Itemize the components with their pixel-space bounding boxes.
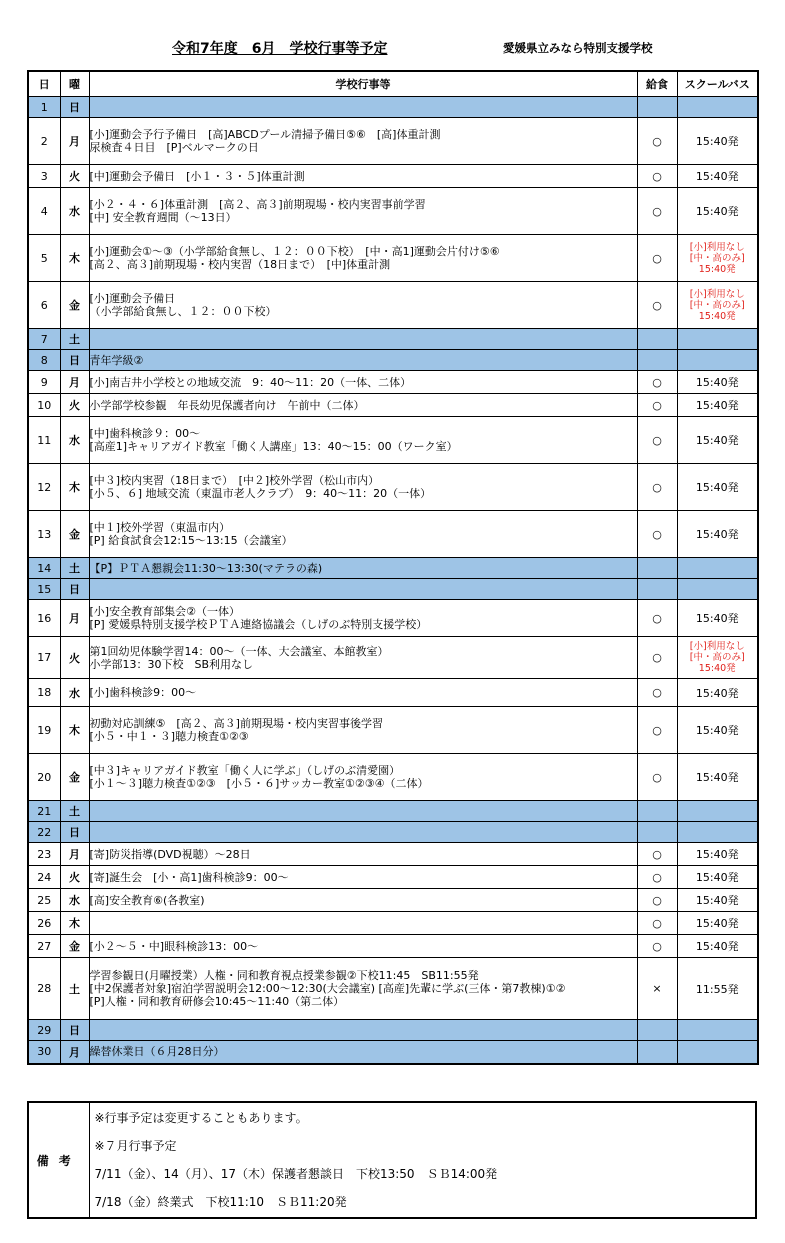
- events-cell: [89, 679, 637, 707]
- day-cell: 29: [28, 1020, 60, 1041]
- bus-time: 15:40発: [695, 481, 739, 494]
- day-cell: 18: [28, 679, 60, 707]
- bus-cell: [677, 1041, 758, 1064]
- bus-time: 15:40発: [695, 135, 739, 148]
- weekday-cell: 火: [60, 866, 89, 889]
- bus-cell: [677, 165, 758, 188]
- day-cell: 17: [28, 637, 60, 679]
- weekday-cell: 水: [60, 417, 89, 464]
- bus-time: 15:40発: [695, 205, 739, 218]
- event-line: [高産1]キャリアガイド教室「働く人講座」13：40～15：00（ワーク室）: [89, 440, 458, 453]
- page-title: 令和7年度 6月 学校行事等予定: [172, 41, 388, 57]
- table-row: [28, 394, 758, 417]
- note-line: ※行事予定は変更することもあります。: [94, 1111, 308, 1125]
- events-cell: [89, 637, 637, 679]
- weekday-cell: 金: [60, 282, 89, 329]
- bus-cell: [677, 188, 758, 235]
- lunch-cell: [637, 97, 677, 118]
- day-cell: 30: [28, 1041, 60, 1064]
- bus-time: 15:40発: [695, 894, 739, 907]
- bus-cell: [677, 822, 758, 843]
- event-line: 初動対応訓練⑤ [高２、高３]前期現場・校内実習事後学習: [89, 717, 383, 730]
- bus-cell: [677, 417, 758, 464]
- events-cell: [89, 935, 637, 958]
- lunch-cell: ○: [637, 889, 677, 912]
- table-row: [28, 464, 758, 511]
- weekday-cell: 火: [60, 637, 89, 679]
- table-row: [28, 118, 758, 165]
- header-day: 日: [28, 71, 60, 97]
- day-cell: 5: [28, 235, 60, 282]
- bus-cell: [677, 235, 758, 282]
- note-line: ※７月行事予定: [94, 1139, 177, 1153]
- bus-note-line: [小]利用なし: [689, 241, 745, 253]
- events-cell: [89, 889, 637, 912]
- weekday-cell: 水: [60, 679, 89, 707]
- weekday-cell: 火: [60, 165, 89, 188]
- event-line: 【P】ＰＴＡ懇親会11:30～13:30(マテラの森): [89, 561, 323, 575]
- event-line: [中１]校外学習（東温市内）: [89, 521, 231, 534]
- table-row: [28, 235, 758, 282]
- bus-cell: [677, 707, 758, 754]
- table-row: [28, 600, 758, 637]
- events-cell: [89, 417, 637, 464]
- event-line: （小学部給食無し、１２：００下校）: [89, 305, 277, 318]
- lunch-cell: [637, 1020, 677, 1041]
- events-cell: [89, 371, 637, 394]
- table-row: [28, 754, 758, 801]
- day-cell: 23: [28, 843, 60, 866]
- weekday-cell: 土: [60, 801, 89, 822]
- table-row: [28, 801, 758, 822]
- table-row: [28, 371, 758, 394]
- events-cell: [89, 600, 637, 637]
- bus-cell: [677, 558, 758, 579]
- table-row: [28, 866, 758, 889]
- lunch-cell: ○: [637, 935, 677, 958]
- note-line: 7/11（金）、14（月）、17（木）保護者懇談日 下校13:50 ＳＢ14:00発: [94, 1167, 498, 1181]
- event-line: [P] 給食試食会12:15～13:15（会議室）: [89, 534, 293, 547]
- bus-cell: [677, 600, 758, 637]
- event-line: 学習参観日(月曜授業）人権・同和教育視点授業参観②下校11:45 SB11:55発: [89, 969, 479, 982]
- event-line: 小学部13：30下校 SB利用なし: [89, 657, 254, 671]
- bus-time: 15:40発: [695, 724, 739, 737]
- day-cell: 13: [28, 511, 60, 558]
- schedule-body: [28, 97, 758, 1064]
- events-cell: [89, 801, 637, 822]
- day-cell: 8: [28, 350, 60, 371]
- lunch-cell: ×: [637, 958, 677, 1020]
- event-line: [中３]校内実習（18日まで） [中２]校外学習（松山市内）: [89, 474, 380, 487]
- event-line: [中2保護者対象]宿泊学習説明会12:00～12:30(大会議室) [高産]先輩に学ぶ(三体・第7教棟)①②: [89, 982, 566, 995]
- event-line: 青年学級②: [89, 353, 144, 367]
- bus-time: 15:40発: [695, 434, 739, 447]
- day-cell: 1: [28, 97, 60, 118]
- lunch-cell: ○: [637, 371, 677, 394]
- event-line: [P]人権・同和教育研修会10:45～11:40（第二体）: [89, 995, 345, 1008]
- lunch-cell: ○: [637, 912, 677, 935]
- bus-time: 15:40発: [695, 940, 739, 953]
- lunch-cell: ○: [637, 235, 677, 282]
- day-cell: 27: [28, 935, 60, 958]
- event-line: 小学部学校参観 年長幼児保護者向け 午前中（二体）: [89, 398, 365, 412]
- event-line: [中]歯科検診９：00～: [89, 427, 201, 440]
- events-cell: [89, 165, 637, 188]
- table-row: [28, 1020, 758, 1041]
- event-line: [小]安全教育部集会②（一体）: [89, 605, 240, 618]
- header-weekday: 曜: [60, 71, 89, 97]
- event-line: [高]安全教育⑥(各教室): [89, 893, 205, 907]
- weekday-cell: 月: [60, 118, 89, 165]
- table-row: [28, 350, 758, 371]
- events-cell: [89, 464, 637, 511]
- event-line: 繰替休業日（６月28日分）: [89, 1045, 225, 1059]
- table-row: [28, 511, 758, 558]
- bus-time: 15:40発: [695, 686, 739, 700]
- bus-note-line: [中・高のみ]: [689, 252, 745, 264]
- table-row: [28, 707, 758, 754]
- event-line: [P] 愛媛県特別支援学校ＰＴＡ連絡協議会（しげのぶ特別支援学校）: [89, 618, 428, 631]
- events-cell: [89, 282, 637, 329]
- day-cell: 20: [28, 754, 60, 801]
- header-lunch: 給食: [637, 71, 677, 97]
- bus-note-line: [小]利用なし: [689, 288, 745, 300]
- weekday-cell: 金: [60, 511, 89, 558]
- bus-note-line: 15:40発: [698, 663, 736, 674]
- table-row: [28, 843, 758, 866]
- header-school-bus: スクールバス: [677, 71, 758, 97]
- bus-cell: [677, 912, 758, 935]
- table-row: [28, 282, 758, 329]
- bus-time: 15:40発: [695, 771, 739, 784]
- events-cell: [89, 235, 637, 282]
- event-line: [小２～５・中]眼科検診13：00～: [89, 939, 259, 953]
- weekday-cell: 土: [60, 329, 89, 350]
- events-cell: [89, 1020, 637, 1041]
- events-cell: [89, 958, 637, 1020]
- events-cell: [89, 511, 637, 558]
- weekday-cell: 月: [60, 843, 89, 866]
- lunch-cell: ○: [637, 511, 677, 558]
- day-cell: 25: [28, 889, 60, 912]
- events-cell: [89, 118, 637, 165]
- weekday-cell: 火: [60, 394, 89, 417]
- event-line: 第1回幼児体験学習14：00～（一体、大会議室、本館教室）: [89, 644, 389, 658]
- table-row: [28, 97, 758, 118]
- lunch-cell: [637, 822, 677, 843]
- weekday-cell: 月: [60, 1041, 89, 1064]
- header-events: 学校行事等: [89, 71, 637, 97]
- bus-cell: [677, 97, 758, 118]
- day-cell: 4: [28, 188, 60, 235]
- bus-cell: [677, 579, 758, 600]
- bus-time: 15:40発: [695, 170, 739, 183]
- events-cell: [89, 329, 637, 350]
- bus-cell: [677, 958, 758, 1020]
- bus-cell: [677, 889, 758, 912]
- event-line: [小]南吉井小学校との地域交流 9：40～11：20（一体、二体）: [89, 375, 412, 389]
- weekday-cell: 木: [60, 235, 89, 282]
- weekday-cell: 木: [60, 464, 89, 511]
- day-cell: 28: [28, 958, 60, 1020]
- day-cell: 26: [28, 912, 60, 935]
- events-cell: [89, 843, 637, 866]
- event-line: [中] 安全教育週間（～13日）: [89, 211, 237, 224]
- events-cell: [89, 558, 637, 579]
- table-row: [28, 165, 758, 188]
- event-line: [小]運動会予行予備日 [高]ABCDプール清掃予備日⑤⑥ [高]体重計測: [89, 128, 441, 141]
- event-line: 尿検査４日目 [P]ベルマークの日: [89, 141, 259, 154]
- day-cell: 19: [28, 707, 60, 754]
- events-cell: [89, 188, 637, 235]
- notes-table: [27, 1101, 757, 1219]
- bus-cell: [677, 679, 758, 707]
- weekday-cell: 水: [60, 188, 89, 235]
- weekday-cell: 土: [60, 558, 89, 579]
- bus-cell: [677, 118, 758, 165]
- bus-cell: [677, 394, 758, 417]
- school-name: 愛媛県立みなら特別支援学校: [503, 41, 653, 55]
- bus-cell: [677, 801, 758, 822]
- lunch-cell: ○: [637, 754, 677, 801]
- weekday-cell: 月: [60, 600, 89, 637]
- weekday-cell: 金: [60, 935, 89, 958]
- bus-cell: [677, 754, 758, 801]
- day-cell: 9: [28, 371, 60, 394]
- event-line: [中]運動会予備日 [小１・３・５]体重計測: [89, 169, 305, 183]
- lunch-cell: ○: [637, 394, 677, 417]
- lunch-cell: ○: [637, 417, 677, 464]
- table-row: [28, 188, 758, 235]
- bus-note-line: [中・高のみ]: [689, 652, 745, 663]
- lunch-cell: [637, 558, 677, 579]
- lunch-cell: ○: [637, 600, 677, 637]
- events-cell: [89, 394, 637, 417]
- event-line: [高２、高３]前期現場・校内実習（18日まで） [中]体重計測: [89, 258, 391, 271]
- event-line: [寄]誕生会 [小・高1]歯科検診9：00～: [89, 870, 289, 884]
- table-row: [28, 417, 758, 464]
- lunch-cell: ○: [637, 843, 677, 866]
- weekday-cell: 日: [60, 822, 89, 843]
- day-cell: 3: [28, 165, 60, 188]
- weekday-cell: 木: [60, 707, 89, 754]
- table-row: [28, 935, 758, 958]
- lunch-cell: [637, 1041, 677, 1064]
- event-line: [小]運動会①～③（小学部給食無し、１２：００下校） [中・高1]運動会片付け⑤⑥: [89, 245, 500, 258]
- day-cell: 22: [28, 822, 60, 843]
- lunch-cell: ○: [637, 866, 677, 889]
- note-line: 7/18（金）終業式 下校11:10 ＳＢ11:20発: [94, 1195, 347, 1209]
- weekday-cell: 金: [60, 754, 89, 801]
- events-cell: [89, 97, 637, 118]
- page-header: [0, 38, 785, 60]
- lunch-cell: [637, 579, 677, 600]
- bus-cell: [677, 511, 758, 558]
- lunch-cell: ○: [637, 188, 677, 235]
- bus-note-line: 15:40発: [698, 310, 736, 322]
- weekday-cell: 日: [60, 97, 89, 118]
- bus-cell: [677, 843, 758, 866]
- table-row: [28, 329, 758, 350]
- events-cell: [89, 579, 637, 600]
- event-line: [寄]防災指導(DVD視聴）～28日: [89, 847, 251, 861]
- events-cell: [89, 866, 637, 889]
- day-cell: 16: [28, 600, 60, 637]
- table-row: [28, 822, 758, 843]
- table-row: [28, 1041, 758, 1064]
- day-cell: 6: [28, 282, 60, 329]
- table-row: [28, 637, 758, 679]
- bus-time: 15:40発: [695, 848, 739, 861]
- lunch-cell: ○: [637, 165, 677, 188]
- bus-cell: [677, 1020, 758, 1041]
- day-cell: 24: [28, 866, 60, 889]
- event-line: [小２・４・６]体重計測 [高２、高３]前期現場・校内実習事前学習: [89, 198, 426, 211]
- lunch-cell: [637, 329, 677, 350]
- bus-time: 15:40発: [695, 528, 739, 541]
- events-cell: [89, 912, 637, 935]
- lunch-cell: ○: [637, 464, 677, 511]
- event-line: [中３]キャリアガイド教室「働く人に学ぶ」（しげのぶ清愛園）: [89, 764, 401, 777]
- event-line: [小５・中１・３]聴力検査①②③: [89, 730, 249, 743]
- table-row: [28, 958, 758, 1020]
- bus-time: 15:40発: [695, 871, 739, 884]
- bus-time: 15:40発: [695, 399, 739, 412]
- bus-cell: [677, 637, 758, 679]
- weekday-cell: 水: [60, 889, 89, 912]
- events-cell: [89, 822, 637, 843]
- events-cell: [89, 1041, 637, 1064]
- table-row: [28, 912, 758, 935]
- day-cell: 15: [28, 579, 60, 600]
- lunch-cell: [637, 801, 677, 822]
- table-header-row: [28, 71, 758, 97]
- bus-note-line: [中・高のみ]: [689, 299, 745, 311]
- weekday-cell: 土: [60, 958, 89, 1020]
- bus-cell: [677, 350, 758, 371]
- bus-cell: [677, 329, 758, 350]
- day-cell: 12: [28, 464, 60, 511]
- weekday-cell: 日: [60, 579, 89, 600]
- lunch-cell: ○: [637, 282, 677, 329]
- event-line: [小]歯科検診9：00～: [89, 686, 197, 699]
- event-line: [小]運動会予備日: [89, 292, 176, 305]
- events-cell: [89, 350, 637, 371]
- events-cell: [89, 754, 637, 801]
- bus-cell: [677, 866, 758, 889]
- day-cell: 21: [28, 801, 60, 822]
- lunch-cell: ○: [637, 707, 677, 754]
- events-cell: [89, 707, 637, 754]
- weekday-cell: 日: [60, 350, 89, 371]
- event-line: [小５、６] 地域交流（東温市老人クラブ） 9：40～11：20（一体）: [89, 487, 432, 500]
- bus-cell: [677, 464, 758, 511]
- bus-time: 15:40発: [695, 376, 739, 389]
- notes-label: 備考: [28, 1102, 89, 1218]
- bus-cell: [677, 282, 758, 329]
- bus-note-line: [小]利用なし: [689, 641, 745, 652]
- schedule-table: [27, 70, 759, 1065]
- bus-cell: [677, 935, 758, 958]
- bus-cell: [677, 371, 758, 394]
- lunch-cell: ○: [637, 637, 677, 679]
- bus-time: 11:55発: [695, 982, 739, 996]
- event-line: [小１～３]聴力検査①②③ [小５・６]サッカー教室①②③④（二体）: [89, 777, 429, 790]
- weekday-cell: 月: [60, 371, 89, 394]
- bus-note-line: 15:40発: [698, 263, 736, 275]
- table-row: [28, 579, 758, 600]
- table-row: [28, 558, 758, 579]
- bus-time: 15:40発: [695, 612, 739, 625]
- day-cell: 11: [28, 417, 60, 464]
- day-cell: 2: [28, 118, 60, 165]
- lunch-cell: ○: [637, 118, 677, 165]
- table-row: [28, 889, 758, 912]
- weekday-cell: 木: [60, 912, 89, 935]
- table-row: [28, 679, 758, 707]
- day-cell: 7: [28, 329, 60, 350]
- lunch-cell: [637, 350, 677, 371]
- day-cell: 14: [28, 558, 60, 579]
- notes-content: [89, 1102, 756, 1218]
- weekday-cell: 日: [60, 1020, 89, 1041]
- bus-time: 15:40発: [695, 917, 739, 930]
- lunch-cell: ○: [637, 679, 677, 707]
- day-cell: 10: [28, 394, 60, 417]
